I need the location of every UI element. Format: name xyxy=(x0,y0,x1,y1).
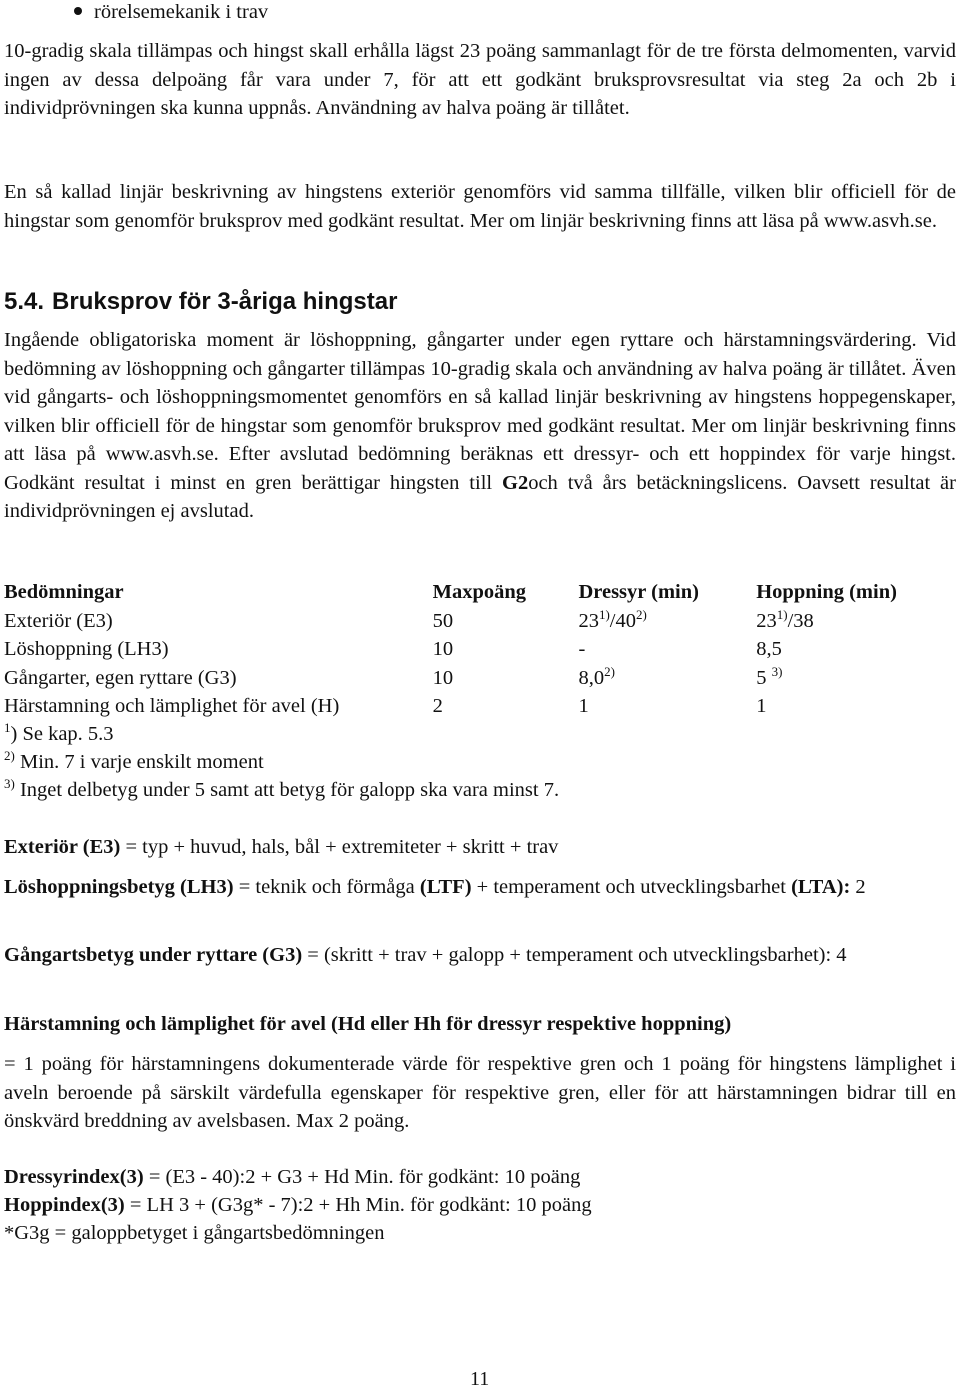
formula-gangart xyxy=(4,941,956,970)
cell-dressyr: - xyxy=(578,638,586,660)
cell-sup: 2) xyxy=(635,606,647,622)
paragraph-3year-test xyxy=(4,326,956,526)
formula-label: Härstamning och lämplighet för avel (Hd eller Hh för dressyr respektive hoppning) xyxy=(4,1013,732,1035)
cell-sup: 1) xyxy=(776,606,788,622)
cell-name: Gångarter, egen ryttare (G3) xyxy=(4,666,237,689)
table-note-1 xyxy=(4,720,114,749)
table-header-row xyxy=(4,578,956,607)
cell-value: /38 xyxy=(787,609,814,632)
formula-loshoppning xyxy=(4,873,956,902)
table-row xyxy=(4,664,956,693)
formula-hoppindex xyxy=(4,1191,956,1220)
formula-dressyrindex xyxy=(4,1163,956,1192)
formula-label: Dressyrindex(3) xyxy=(4,1166,144,1188)
formula-label: Hoppindex(3) xyxy=(4,1194,125,1216)
cell-dressyr xyxy=(578,664,756,693)
formula-label: Gångartsbetyg under ryttare (G3) xyxy=(4,944,303,966)
formula-label: Exteriör (E3) xyxy=(4,836,121,858)
cell-hoppning xyxy=(756,664,956,693)
cell-value: 5 xyxy=(756,666,772,689)
cell-dressyr xyxy=(578,607,756,636)
cell-name: Exteriör (E3) xyxy=(4,609,113,632)
formula-label: (LTF) xyxy=(419,876,472,898)
note-sup: 2) xyxy=(4,748,15,764)
note-text: ) Se kap. 5.3 xyxy=(10,723,114,745)
cell-sup: 1) xyxy=(598,606,610,622)
bullet-item xyxy=(74,0,268,27)
section-title: Bruksprov för 3-åriga hingstar xyxy=(52,288,398,315)
note-sup: 3) xyxy=(4,776,15,792)
header-bedomningar: Bedömningar xyxy=(4,581,124,603)
formula-text: + temperament och utvecklingsbarhet xyxy=(471,876,792,898)
table-note-2 xyxy=(4,748,264,777)
cell-dressyr: 1 xyxy=(578,695,589,717)
cell-value: 23 xyxy=(756,609,777,632)
bullet-text: rörelsemekanik i trav xyxy=(94,1,269,23)
header-dressyr: Dressyr (min) xyxy=(578,581,699,603)
formula-text: = teknik och förmåga xyxy=(233,876,420,898)
cell-name: Löshoppning (LH3) xyxy=(4,638,169,660)
paragraph-linear-description: En så kallad linjär beskrivning av hingstens exteriör genomförs vid samma tillfälle, vilken blir officiell för de hingstar som genomför bruksprov med godkänt resultat. Mer om linjär beskrivning finns att läsa på www.asvh.se. xyxy=(4,181,956,232)
formula-label: (LTA): xyxy=(791,876,851,898)
cell-hoppning: 8,5 xyxy=(756,638,782,660)
table-row xyxy=(4,607,956,636)
note-text: Inget delbetyg under 5 samt att betyg för galopp ska vara minst 7. xyxy=(14,779,560,801)
paragraph-scoring: 10-gradig skala tillämpas och hingst skall erhålla lägst 23 poäng sammanlagt för de tre första delmomenten, varvid ingen av dessa delpoäng får vara under 7, för att ett godkänt bruksprovsresultat via steg 2a och 2b i individprövningen ska kunna uppnås. Användning av halva poäng är tillåtet. xyxy=(4,40,956,119)
cell-sup: 2) xyxy=(604,663,615,679)
harstamning-heading xyxy=(4,1010,956,1039)
cell-max: 2 xyxy=(432,695,443,717)
formula-text: = LH 3 + (G3g* - 7):2 + Hh Min. för godkänt: 10 poäng xyxy=(124,1194,592,1216)
cell-max: 50 xyxy=(432,609,454,632)
table-row xyxy=(4,635,956,664)
formula-label: Löshoppningsbetyg (LH3) xyxy=(4,876,234,898)
header-maxpoang: Maxpoäng xyxy=(432,581,527,603)
cell-max: 10 xyxy=(432,638,454,660)
cell-max: 10 xyxy=(432,666,454,689)
note-text: Min. 7 i varje enskilt moment xyxy=(14,751,264,773)
formula-footnote: *G3g = galoppbetyget i gångartsbedömningen xyxy=(4,1222,385,1244)
formula-text: = typ + huvud, hals, bål + extremiteter + skritt + trav xyxy=(120,836,559,858)
formula-text: 2 xyxy=(850,876,866,898)
section-heading xyxy=(4,287,397,317)
formula-text: = (E3 - 40):2 + G3 + Hd Min. för godkänt: 10 poäng xyxy=(143,1166,581,1188)
harstamning-paragraph: = 1 poäng för härstamningens dokumenterade värde för respektive gren och 1 poäng för hingstens lämplighet i aveln beroende på särskilt värdefulla egenskaper för respektive gren, eller för att härstamningen bidrar till en önskvärd breddning av avelsbasen. Max 2 poäng. xyxy=(4,1053,956,1132)
score-table xyxy=(4,578,956,721)
cell-hoppning: 1 xyxy=(756,695,767,717)
cell-name: Härstamning och lämplighet för avel (H) xyxy=(4,695,340,717)
note-sup: 1 xyxy=(4,720,11,736)
formula-text: = (skritt + trav + galopp + temperament och utvecklingsbarhet): 4 xyxy=(302,944,847,966)
page-number: 11 xyxy=(470,1368,490,1390)
header-hoppning: Hoppning (min) xyxy=(756,581,897,603)
section-number: 5.4. xyxy=(4,288,45,315)
cell-value: 8,0 xyxy=(578,666,605,689)
paragraph-3year-text-end: och två års betäckningslicens. Oavsett resultat är individprövningen ej avslutad. xyxy=(4,471,956,522)
paragraph-3year-text: Ingående obligatoriska moment är löshoppning, gångarter under egen ryttare och härstamningsvärdering. Vid bedömning av löshoppning och gångarter tillämpas 10-gradig skala och användning av halva poäng är tillåtet. Även vid gångarts- och löshoppningsmomentet genomförs en så kallad linjär beskrivning av hingstens hoppegenskaper, vilken blir officiell för de hingstar som genomför bruksprov med godkänt resultat. Mer om linjär beskrivning finns att läsa på www.asvh.se. Efter avslutad bedömning beräknas ett dressyr- och ett hoppindex för varje hingst. Godkänt resultat i minst en gren berättigar hingsten till xyxy=(4,329,956,494)
cell-value: /40 xyxy=(609,609,636,632)
cell-hoppning xyxy=(756,607,956,636)
table-note-3 xyxy=(4,776,559,805)
bullet-icon xyxy=(74,7,82,15)
cell-value: 23 xyxy=(578,609,599,632)
cell-sup: 3) xyxy=(771,663,783,679)
formula-exterior xyxy=(4,833,956,862)
table-row xyxy=(4,692,956,721)
paragraph-3year-bold: G2 xyxy=(502,471,529,494)
